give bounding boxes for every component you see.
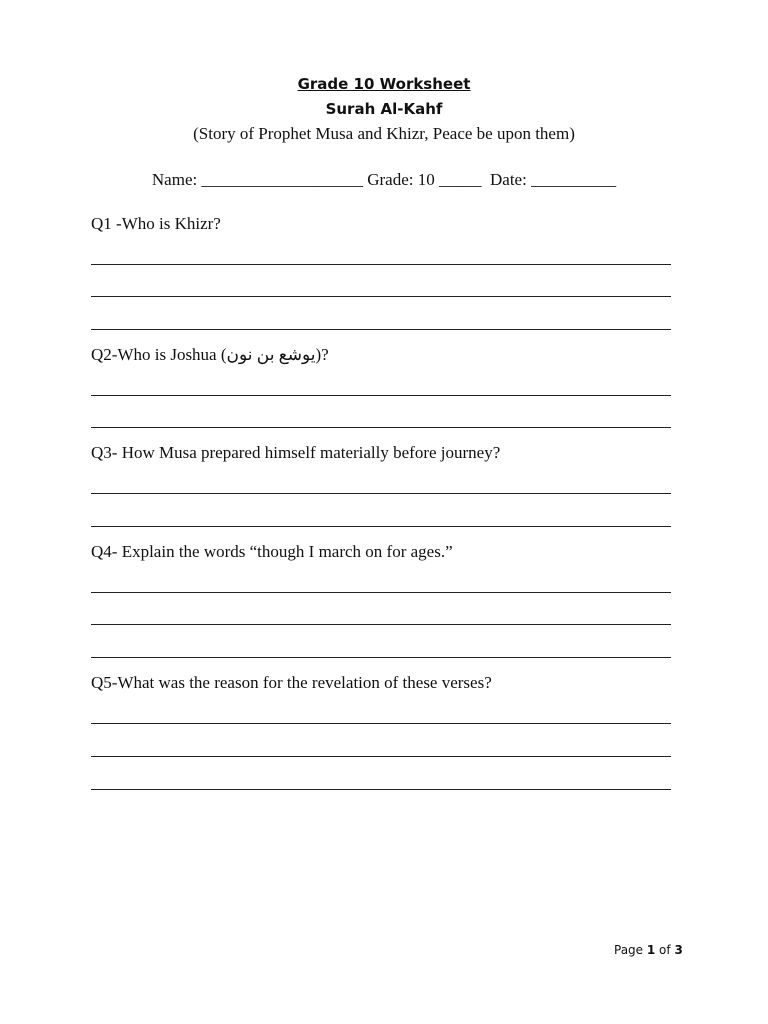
answer-line [91, 789, 671, 790]
answer-line [91, 296, 671, 297]
question-3: Q3- How Musa prepared himself materially before journey? [91, 443, 501, 462]
page-number [614, 942, 683, 958]
student-info-line [0, 169, 768, 191]
page-word: Page [614, 943, 647, 957]
answer-line [91, 756, 671, 757]
question-4: Q4- Explain the words “though I march on for ages.” [91, 542, 453, 561]
answer-line [91, 493, 671, 494]
worksheet-subtitle: Surah Al-Kahf [325, 100, 443, 118]
answer-line [91, 427, 671, 428]
question-1: Q1 -Who is Khizr? [91, 214, 221, 233]
answer-line [91, 723, 671, 724]
answer-line [91, 657, 671, 658]
grade-field-label: Grade: 10 _____ [367, 170, 490, 189]
answer-line [91, 329, 671, 330]
total-pages: 3 [674, 943, 683, 957]
answer-line [91, 526, 671, 527]
question-5: Q5-What was the reason for the revelation of these verses? [91, 673, 492, 692]
date-field-label: Date: __________ [490, 170, 617, 189]
name-field-label: Name: ___________________ [151, 170, 368, 189]
worksheet-caption: (Story of Prophet Musa and Khizr, Peace be upon them) [193, 124, 575, 143]
answer-line [91, 592, 671, 593]
worksheet-title: Grade 10 Worksheet [297, 75, 471, 93]
answer-line [91, 395, 671, 396]
answer-line [91, 264, 671, 265]
of-word: of [655, 943, 675, 957]
current-page: 1 [646, 943, 656, 957]
question-2: Q2-Who is Joshua (يوشع بن نون)? [91, 345, 329, 364]
answer-line [91, 624, 671, 625]
